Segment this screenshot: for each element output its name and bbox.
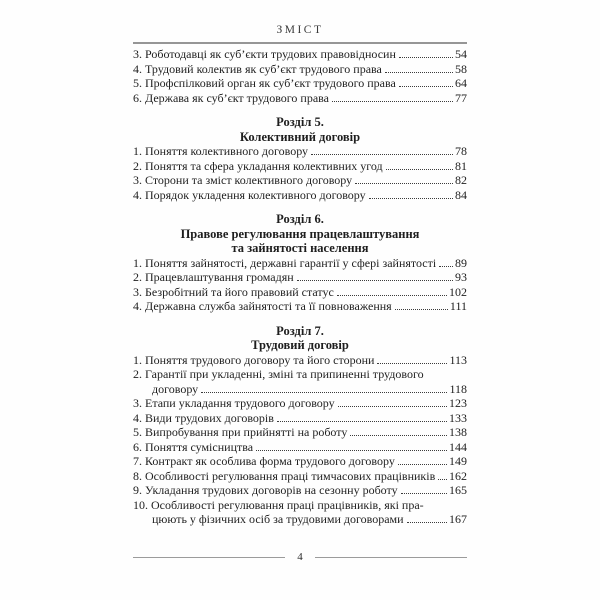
toc-entry-text: 2. Працевлаштування громадян: [133, 270, 294, 284]
dot-leader: [407, 522, 447, 523]
toc-entry-text: 4. Види трудових договорів: [133, 410, 274, 425]
toc-entry-text: 6. Поняття сумісництва: [133, 439, 254, 454]
toc-entry-page: 64: [455, 76, 467, 90]
toc-entry: [133, 382, 467, 397]
toc-entry-page: 144: [449, 439, 467, 454]
toc-entry-page: 111: [449, 299, 467, 313]
toc-entry-page: 102: [449, 284, 467, 299]
toc-entry-page: 84: [455, 187, 467, 202]
toc-entry-page: 93: [455, 270, 467, 284]
toc-entry-page: 54: [455, 47, 467, 61]
page-title: ЗМІСТ: [276, 24, 324, 36]
dot-leader: [332, 101, 453, 102]
toc-entry: [133, 76, 467, 91]
toc-entry-text: 2. Гарантії при укладенні, зміні та припиненні трудового: [133, 367, 424, 381]
toc-entry: [133, 454, 467, 469]
page-number: 4: [297, 551, 303, 563]
toc-entry: [133, 173, 467, 188]
toc-entry: [133, 367, 467, 382]
page-footer-inner: [133, 551, 467, 564]
toc-entry-page: 133: [449, 410, 467, 425]
toc-entry: [133, 47, 467, 62]
toc-entry-page: 149: [449, 454, 467, 468]
toc-entry-page: 78: [455, 144, 467, 158]
section-heading-line: Колективний договір: [239, 129, 361, 144]
dot-leader: [398, 464, 447, 465]
toc-entry: [133, 188, 467, 203]
toc-entry: [133, 396, 467, 411]
toc-entry-page: 118: [449, 381, 467, 396]
toc-entry: [133, 159, 467, 174]
toc-entry: [133, 270, 467, 285]
toc-entry-page: 167: [449, 512, 467, 526]
header-rule: [133, 42, 467, 44]
toc-entry-text: 5. Випробування при прийнятті на роботу: [133, 425, 348, 439]
toc-entry-page: 82: [455, 173, 467, 187]
dot-leader: [337, 295, 447, 296]
toc-entry-page: 123: [449, 396, 467, 410]
dot-leader: [201, 392, 447, 393]
toc-entry: [133, 256, 467, 271]
toc-entry: [133, 440, 467, 455]
dot-leader: [369, 198, 453, 199]
toc-entry: [133, 62, 467, 77]
toc-entry-text: 8. Особливості регулювання праці тимчасових працівників: [133, 468, 436, 483]
dot-leader: [385, 72, 453, 73]
dot-leader: [338, 406, 447, 407]
toc-entry-text: 1. Поняття колективного договору: [133, 144, 309, 158]
dot-leader: [438, 479, 447, 480]
footer-rule-right: [315, 557, 467, 558]
section-heading-line: Правове регулювання працевлаштування: [180, 226, 420, 241]
section-heading-line: Розділ 6.: [276, 212, 324, 226]
dot-leader: [311, 154, 453, 155]
toc-entry-page: 162: [449, 468, 467, 483]
dot-leader: [277, 421, 447, 422]
toc-entry-text: 3. Сторони та зміст колективного договору: [133, 173, 353, 187]
toc-entry-text: 5. Профспілковий орган як суб’єкт трудового права: [133, 76, 396, 90]
section-heading-line: та зайнятості населення: [231, 241, 369, 255]
toc-entry: [133, 353, 467, 368]
toc-entry-text: 3. Етапи укладання трудового договору: [133, 396, 335, 410]
toc-entry-page: 58: [455, 61, 467, 76]
toc-entry: [133, 411, 467, 426]
toc-entry: [133, 483, 467, 498]
dot-leader: [355, 183, 453, 184]
dot-leader: [439, 266, 453, 267]
toc-entry-text: 6. Держава як суб’єкт трудового права: [133, 90, 330, 105]
toc-entry-page: 77: [455, 90, 467, 105]
toc-entry-text: 10. Особливості регулювання праці працівників, які пра-: [133, 497, 424, 512]
toc-entry-text: 7. Контракт як особлива форма трудового договору: [133, 454, 395, 468]
dot-leader: [297, 280, 453, 281]
section-heading: [133, 115, 467, 144]
toc-entry: [133, 285, 467, 300]
toc-entry: [133, 425, 467, 440]
section-heading: [133, 324, 467, 353]
toc-entry-page: 89: [455, 255, 467, 270]
table-of-contents: [133, 47, 467, 527]
toc-entry-text: договору: [152, 381, 199, 396]
toc-entry: [133, 469, 467, 484]
toc-entry: [133, 498, 467, 513]
dot-leader: [377, 363, 447, 364]
toc-entry-text: 1. Поняття зайнятості, державні гарантії у сфері зайнятості: [133, 255, 437, 270]
dot-leader: [256, 450, 447, 451]
dot-leader: [395, 309, 448, 310]
toc-entry-page: 138: [449, 425, 467, 439]
toc-entry-text: цюють у фізичних осіб за трудовими договорами: [152, 512, 404, 526]
dot-leader: [401, 493, 447, 494]
section-heading: [133, 212, 467, 256]
toc-entry-text: 1. Поняття трудового договору та його сторони: [133, 352, 375, 367]
toc-entry-text: 3. Безробітний та його правовий статус: [133, 284, 334, 299]
toc-entry: [133, 144, 467, 159]
dot-leader: [399, 86, 453, 87]
toc-entry-page: 81: [455, 158, 467, 173]
toc-entry-text: 3. Роботодавці як суб’єкти трудових правовідносин: [133, 47, 396, 61]
toc-entry-text: 4. Державна служба зайнятості та її повноваження: [133, 299, 392, 313]
toc-entry-text: 2. Поняття та сфера укладання колективних угод: [133, 158, 383, 173]
toc-entry: [133, 299, 467, 314]
toc-entry: [133, 91, 467, 106]
page-content: [133, 0, 467, 527]
section-heading-line: Розділ 5.: [276, 115, 324, 129]
section-heading-line: Розділ 7.: [276, 323, 324, 338]
dot-leader: [399, 57, 453, 58]
toc-entry-page: 165: [449, 483, 467, 497]
toc-entry-text: 9. Укладання трудових договорів на сезонну роботу: [133, 483, 398, 497]
toc-entry-text: 4. Трудовий колектив як суб’єкт трудового права: [133, 61, 382, 76]
page-footer: [0, 551, 600, 564]
dot-leader: [350, 435, 447, 436]
toc-entry: [133, 512, 467, 527]
dot-leader: [386, 169, 453, 170]
section-heading-line: Трудовий договір: [251, 338, 349, 352]
page-header: [133, 23, 467, 44]
footer-rule-left: [133, 557, 285, 558]
toc-entry-text: 4. Порядок укладення колективного договору: [133, 187, 366, 202]
toc-entry-page: 113: [449, 352, 467, 367]
